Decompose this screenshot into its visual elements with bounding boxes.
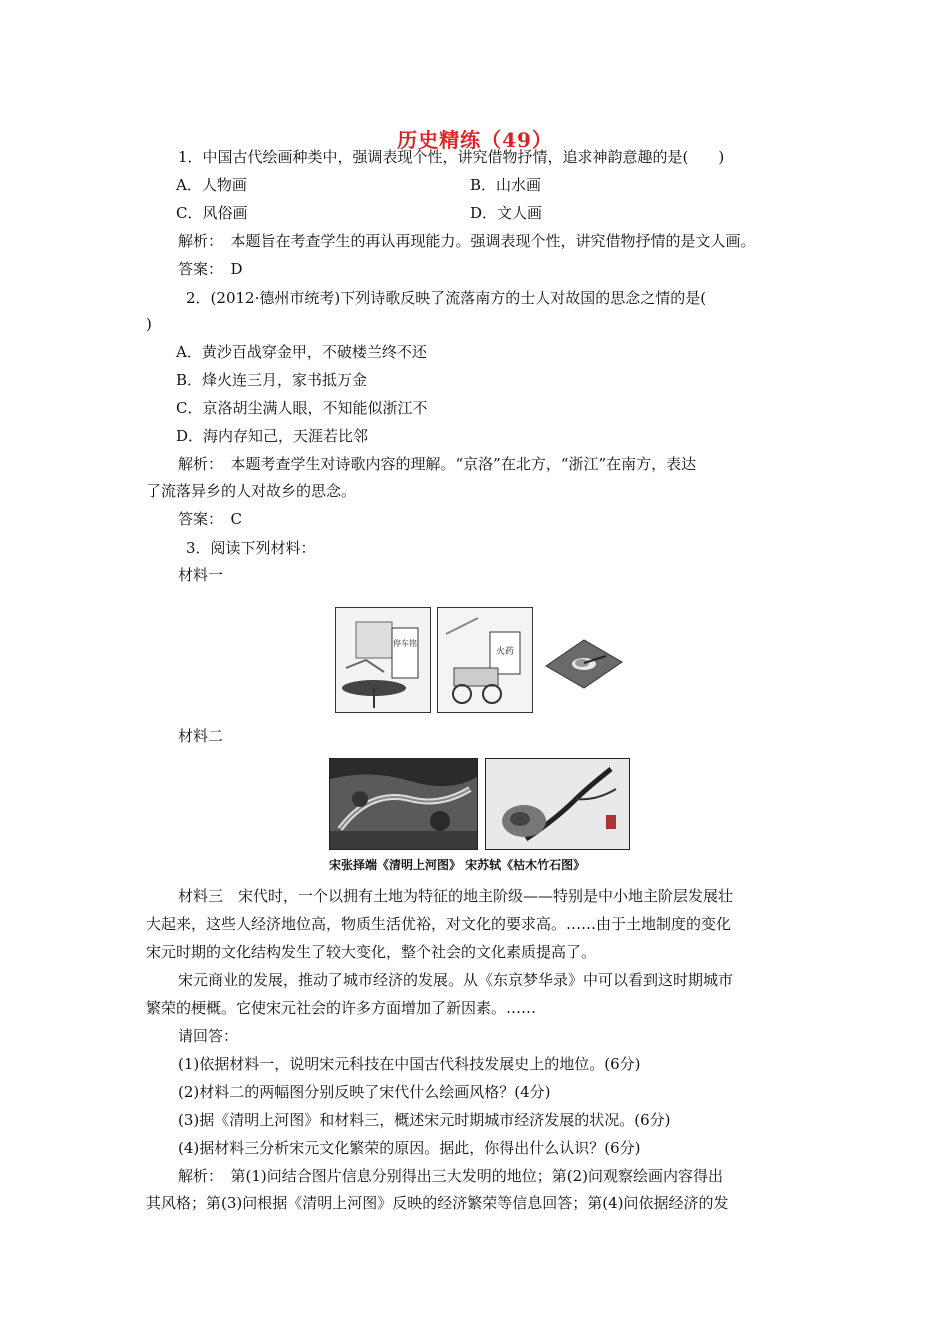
qingming-painting-image (329, 758, 478, 850)
qingming-painting-drawing (330, 759, 477, 849)
material-3-line1: 材料三 宋代时，一个以拥有土地为特征的地主阶级——特别是中小地主阶层发展壮 (178, 887, 734, 905)
q2-analysis-line1: 解析： 本题考查学生对诗歌内容的理解。“京洛”在北方，“浙江”在南方，表达 (178, 455, 697, 473)
q2-option-b: B．烽火连三月，家书抵万金 (176, 371, 368, 389)
sub-question-2: (2)材料二的两幅图分别反映了宋代什么绘画风格？(4分) (178, 1083, 551, 1101)
dead-tree-bamboo-rock-image (485, 758, 630, 850)
compass-spoon-image (540, 632, 626, 692)
sub-question-3: (3)据《清明上河图》和材料三，概述宋元时期城市经济发展的状况。(6分) (178, 1111, 671, 1129)
material-2-label: 材料二 (178, 727, 224, 745)
gunpowder-cart-drawing (438, 608, 532, 712)
q2-answer: 答案： C (178, 510, 242, 528)
q1-option-c: C．风俗画 (176, 204, 248, 222)
q1-option-a: A．人物画 (176, 176, 247, 194)
q2-option-d: D．海内存知己，天涯若比邻 (176, 427, 369, 445)
q2-stem-line1: 2．(2012·德州市统考)下列诗歌反映了流落南方的士人对故国的思念之情的是( (186, 289, 707, 307)
compass-spoon-drawing (540, 632, 626, 692)
q1-analysis: 解析： 本题旨在考查学生的再认再现能力。强调表现个性，讲究借物抒情的是文人画。 (178, 232, 756, 250)
q1-answer: 答案： D (178, 260, 243, 278)
dead-tree-painting-drawing (486, 759, 629, 849)
compass-cart-image (335, 607, 431, 713)
q1-stem: 1．中国古代绘画种类中，强调表现个性，讲究借物抒情，追求神韵意趣的是( ) (178, 148, 725, 166)
gunpowder-cart-image (437, 607, 533, 713)
q2-option-c: C．京洛胡尘满人眼，不知能似浙江不 (176, 399, 428, 417)
paintings-caption: 宋张择端《清明上河图》 宋苏轼《枯木竹石图》 (329, 858, 586, 872)
q1-option-d: D．文人画 (470, 204, 543, 222)
q1-option-b: B．山水画 (470, 176, 542, 194)
material-3-line2: 大起来，这些人经济地位高，物质生活优裕，对文化的要求高。……由于土地制度的变化 (146, 915, 732, 933)
material-3-line3: 宋元时期的文化结构发生了较大变化，整个社会的文化素质提高了。 (146, 943, 597, 961)
page-title: 历史精练（49） (397, 128, 553, 152)
q2-option-a: A．黄沙百战穿金甲，不破楼兰终不还 (176, 343, 427, 361)
book-cover-1-text: 停车铭 (393, 639, 417, 648)
compass-cart-drawing (336, 608, 430, 712)
q3-stem: 3．阅读下列材料： (186, 539, 316, 557)
q3-analysis-line2: 其风格；第(3)问根据《清明上河图》反映的经济繁荣等信息回答；第(4)问依据经济的发 (146, 1194, 729, 1212)
material-1-label: 材料一 (178, 566, 224, 584)
book-cover-2-text: 火药 (495, 647, 515, 657)
q2-analysis-line2: 了流落异乡的人对故乡的思念。 (146, 482, 357, 500)
sub-question-1: (1)依据材料一，说明宋元科技在中国古代科技发展史上的地位。(6分) (178, 1055, 641, 1073)
q2-stem-line2: ) (146, 315, 152, 333)
q3-analysis-line1: 解析： 第(1)问结合图片信息分别得出三大发明的地位；第(2)问观察绘画内容得出 (178, 1167, 723, 1185)
sub-question-4: (4)据材料三分析宋元文化繁荣的原因。据此，你得出什么认识？(6分) (178, 1139, 641, 1157)
please-answer: 请回答： (178, 1027, 239, 1045)
material-3-line5: 繁荣的梗概。它使宋元社会的许多方面增加了新因素。…… (146, 999, 537, 1017)
material-3-line4: 宋元商业的发展，推动了城市经济的发展。从《东京梦华录》中可以看到这时期城市 (178, 971, 734, 989)
